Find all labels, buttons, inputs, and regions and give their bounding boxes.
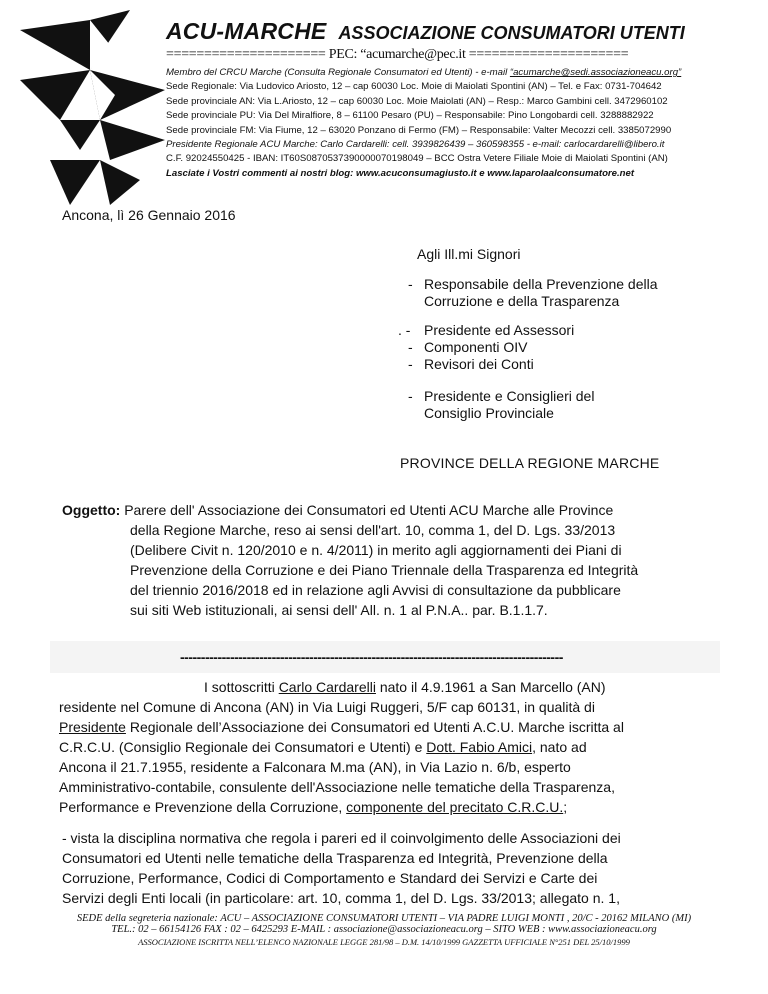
oggetto-text: Parere dell' Associazione dei Consumatori ed Utenti ACU Marche alle Province — [124, 502, 614, 518]
paragraph-vista — [62, 828, 714, 908]
oggetto-block — [62, 500, 712, 620]
recipient-line: Presidente e Consiglieri del — [424, 388, 595, 404]
para-line — [59, 737, 714, 757]
para-line: Consumatori ed Utenti nelle tematiche della Trasparenza ed Integrità, Prevenzione della — [62, 850, 608, 866]
sede-regionale: Sede Regionale: Via Ludovico Ariosto, 12 – cap 60030 Loc. Moie di Maiolati Spontini (AN) – Tel. e Fax: 0731-704642 — [166, 81, 662, 93]
blog-line: Lasciate i Vostri commenti ai nostri blog: www.acuconsumagiusto.it e www.laparolaalconsumatore.net — [166, 167, 635, 179]
footer-line-3: ASSOCIAZIONE ISCRITTA NELL’ELENCO NAZIONALE LEGGE 281/98 – D.M. 14/10/1999 GAZZETTA UFFICIALE N°251 DEL 25/10/1999 — [138, 937, 630, 947]
para-text: nato il 4.9.1961 a San Marcello (AN) — [375, 679, 606, 695]
oggetto-line: della Regione Marche, reso ai sensi dell'art. 10, comma 1, del D. Lgs. 33/2013 — [130, 522, 616, 538]
recipient-dash: - — [408, 356, 413, 372]
para-line — [59, 797, 714, 817]
pec-line: ===================== PEC: “acumarche@pec.it ===================== — [166, 47, 629, 62]
recipient-line: Consiglio Provinciale — [424, 405, 554, 421]
recipient-line: Corruzione e della Trasparenza — [424, 293, 620, 309]
presidente-line: Presidente Regionale ACU Marche: Carlo Cardarelli: cell. 3939826439 – 360598355 - e-mail: carlocardarelli@libero.it — [166, 139, 665, 151]
header-info — [166, 66, 736, 181]
para-text: , nato ad — [532, 739, 587, 755]
para-text: Regionale dell’Associazione dei Consumatori ed Utenti A.C.U. Marche iscritta al — [125, 719, 624, 735]
paragraph-sottoscritti — [59, 677, 714, 817]
sede-fm: Sede provinciale FM: Via Fiume, 12 – 63020 Ponzano di Fermo (FM) – Responsabile: Valter Mecozzi cell. 3385072990 — [166, 124, 672, 136]
recipient-dash: . - — [398, 322, 411, 338]
recipient-dash: - — [408, 276, 413, 292]
membro-line — [166, 66, 736, 80]
title-sub: ASSOCIAZIONE CONSUMATORI UTENTI — [338, 23, 685, 43]
para-line: - vista la disciplina normativa che regola i pareri ed il coinvolgimento delle Associazioni dei — [62, 830, 621, 846]
para-line: Servizi degli Enti locali (in particolare: art. 10, comma 1, del D. Lgs. 33/2013; allegato n. 1, — [62, 890, 620, 906]
oggetto-line: (Delibere Civit n. 120/2010 e n. 4/2011) in merito agli aggiornamenti dei Piani di — [130, 542, 622, 558]
para-line: Corruzione, Performance, Codici di Comportamento e Standard dei Servizi e Carte dei — [62, 870, 598, 886]
footer-line-1: SEDE della segreteria nazionale: ACU – ASSOCIAZIONE CONSUMATORI UTENTI – VIA PADRE LUIGI MONTI , 20/C - 20162 MILANO (MI) — [76, 913, 692, 924]
sede-pu: Sede provinciale PU: Via Del Miralfiore, 8 – 61100 Pesaro (PU) – Responsabile: Pino Longobardi cell. 3288882922 — [166, 110, 654, 122]
cf-iban-line: C.F. 92024550425 - IBAN: IT60S0870537390000070198049 – BCC Ostra Vetere Filiale Moie di Maiolati Spontini (AN) — [166, 153, 668, 165]
recipient-item — [408, 388, 595, 422]
association-title — [166, 18, 685, 45]
province-heading: PROVINCE DELLA REGIONE MARCHE — [400, 455, 660, 471]
name-cardarelli: Carlo Cardarelli — [278, 679, 376, 695]
membro-email[interactable]: “acumarche@sedi.associazioneacu.org” — [509, 67, 682, 78]
recipient-item — [398, 322, 575, 339]
recipient-item — [408, 339, 528, 356]
para-text: C.R.C.U. (Consiglio Regionale dei Consumatori e Utenti) e — [59, 739, 427, 755]
para-line: Amministrativo-contabile, consulente dell'Associazione nelle tematiche della Trasparenza, — [59, 779, 615, 795]
sede-an: Sede provinciale AN: Via L.Ariosto, 12 – cap 60030 Loc. Moie Maiolati (AN) – Resp.: Marco Gambini cell. 3472960102 — [166, 95, 668, 107]
para-text: ; — [563, 799, 568, 815]
oggetto-line — [62, 500, 712, 520]
footer-line-2: TEL.: 02 – 66154126 FAX : 02 – 6425293 E-MAIL : associazione@associazioneacu.org – SITO WEB : www.associazioneacu.org — [111, 924, 657, 935]
recipient-line: Presidente ed Assessori — [424, 322, 575, 338]
recipient-item — [408, 356, 534, 373]
para-line — [59, 717, 714, 737]
oggetto-line: sui siti Web istituzionali, ai sensi dell' All. n. 1 al P.N.A.. par. B.1.1.7. — [130, 602, 548, 618]
para-text: I sottoscritti — [204, 679, 279, 695]
recipient-line: Componenti OIV — [424, 339, 528, 355]
acu-logo — [20, 10, 170, 210]
para-line — [62, 677, 714, 697]
page-footer — [0, 913, 768, 947]
name-amici: Dott. Fabio Amici — [426, 739, 533, 755]
para-line: Ancona il 21.7.1955, residente a Falconara M.ma (AN), in Via Lazio n. 6/b, esperto — [59, 759, 571, 775]
separator-line: -------------------------------------------------------------------------------------------- — [180, 649, 563, 665]
letter-date: Ancona, lì 26 Gennaio 2016 — [62, 207, 236, 223]
membro-text: Membro del CRCU Marche (Consulta Regionale Consumatori ed Utenti) - e-mail — [166, 67, 510, 78]
title-main: ACU-MARCHE — [166, 18, 327, 44]
recipient-line: Revisori dei Conti — [424, 356, 534, 372]
recipient-line: Responsabile della Prevenzione della — [424, 276, 658, 292]
greeting: Agli Ill.mi Signori — [417, 246, 521, 262]
oggetto-line: Prevenzione della Corruzione e dei Piano Triennale della Trasparenza ed Integrità — [130, 562, 639, 578]
role-presidente: Presidente — [59, 719, 126, 735]
para-text: Performance e Prevenzione della Corruzione, — [59, 799, 347, 815]
recipient-dash: - — [408, 388, 413, 404]
para-line: residente nel Comune di Ancona (AN) in Via Luigi Ruggeri, 5/F cap 60131, in qualità di — [59, 699, 595, 715]
recipient-dash: - — [408, 339, 413, 355]
oggetto-label: Oggetto: — [62, 502, 121, 518]
recipient-item — [408, 276, 658, 310]
crcu-component: componente del precitato C.R.C.U. — [346, 799, 564, 815]
oggetto-line: del triennio 2016/2018 ed in relazione agli Avvisi di consultazione da pubblicare — [130, 582, 621, 598]
